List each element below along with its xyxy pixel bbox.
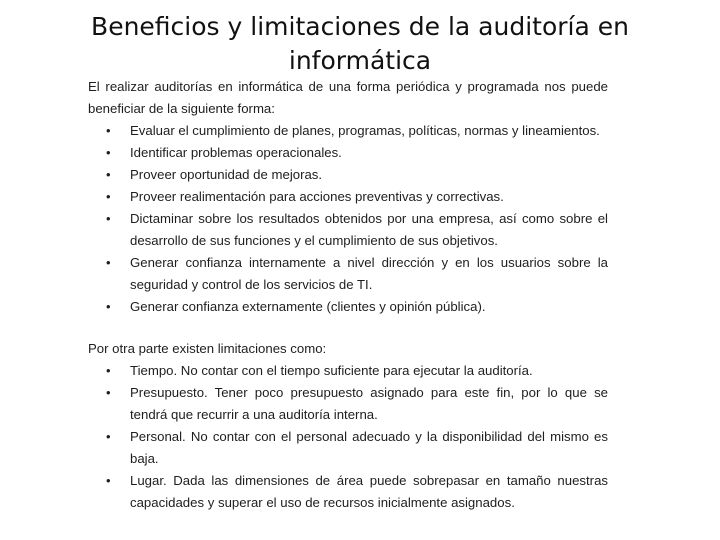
benefit-item [88, 296, 608, 318]
benefit-text: Dictaminar sobre los resultados obtenidos por una empresa, así como sobre el desarrollo de sus funciones y el cumplimiento de sus objetivos. [130, 211, 608, 248]
benefit-item [88, 164, 608, 186]
benefits-intro: El realizar auditorías en informática de una forma periódica y programada nos puede beneficiar de la siguiente forma: [88, 79, 608, 116]
bullet-icon: • [106, 167, 111, 182]
benefit-text: Evaluar el cumplimiento de planes, programas, políticas, normas y lineamientos. [130, 123, 600, 138]
bullet-icon: • [106, 385, 111, 400]
limitation-item [88, 382, 608, 426]
bullet-icon: • [106, 255, 111, 270]
bullet-icon: • [106, 145, 111, 160]
limitation-text: Personal. No contar con el personal adecuado y la disponibilidad del mismo es baja. [130, 429, 608, 466]
bullet-icon: • [106, 299, 111, 314]
bullet-icon: • [106, 473, 111, 488]
bullet-icon: • [106, 123, 111, 138]
benefit-text: Proveer realimentación para acciones preventivas y correctivas. [130, 189, 504, 204]
limitation-text: Presupuesto. Tener poco presupuesto asignado para este fin, por lo que se tendrá que recurrir a una auditoría interna. [130, 385, 608, 422]
benefit-item [88, 252, 608, 296]
benefit-text: Proveer oportunidad de mejoras. [130, 167, 323, 182]
bullet-icon: • [106, 211, 111, 226]
benefit-item [88, 120, 608, 142]
limitation-item [88, 426, 608, 470]
bullet-icon: • [106, 429, 111, 444]
benefit-text: Identificar problemas operacionales. [130, 145, 342, 160]
limitation-item [88, 360, 608, 382]
limitations-list [88, 360, 608, 514]
bullet-icon: • [106, 363, 111, 378]
benefit-item [88, 142, 608, 164]
benefit-item [88, 208, 608, 252]
benefit-text: Generar confianza externamente (clientes y opinión pública). [130, 299, 486, 314]
limitation-item [88, 470, 608, 514]
bullet-icon: • [106, 189, 111, 204]
document-body [88, 76, 608, 514]
limitations-intro: Por otra parte existen limitaciones como: [88, 341, 327, 356]
benefits-list [88, 120, 608, 318]
limitation-text: Tiempo. No contar con el tiempo suficiente para ejecutar la auditoría. [130, 363, 533, 378]
benefit-item [88, 186, 608, 208]
slide-title: Beneficios y limitaciones de la auditoría en informática [91, 12, 629, 75]
benefit-text: Generar confianza internamente a nivel dirección y en los usuarios sobre la seguridad y control de los servicios de TI. [130, 255, 608, 292]
limitation-text: Lugar. Dada las dimensiones de área puede sobrepasar en tamaño nuestras capacidades y superar el uso de recursos inicialmente asignados. [130, 473, 608, 510]
